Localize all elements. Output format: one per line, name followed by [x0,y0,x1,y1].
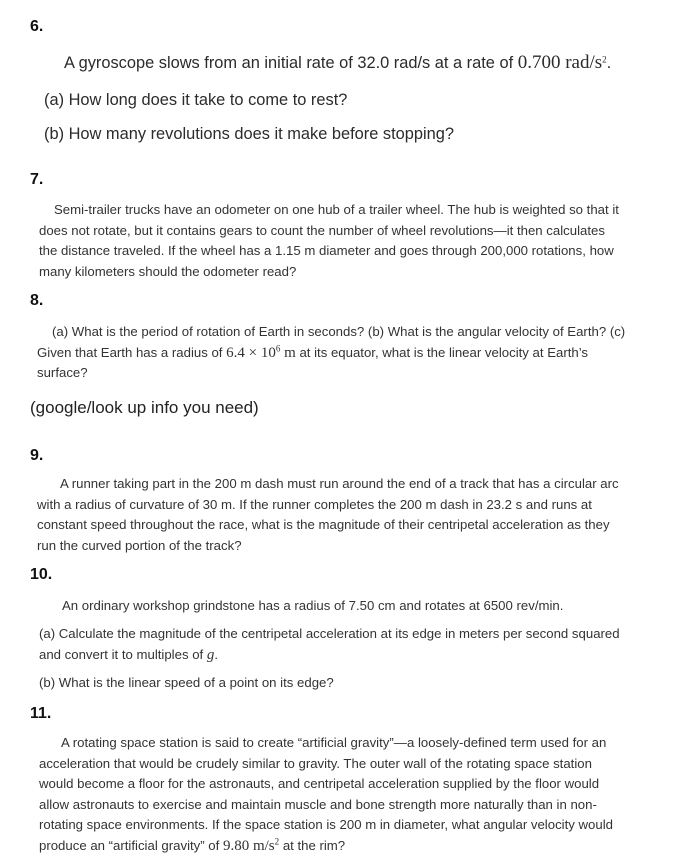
question-11-last-end: at the rim? [279,837,346,853]
gravity-symbol: g [206,646,215,663]
question-9-line: A runner taking part in the 200 m dash must run around the end of a track that has a circular arc [60,476,619,491]
question-6-part-b: (b) How many revolutions does it make before stopping? [44,125,454,143]
question-11-line: A rotating space station is said to create “artificial gravity”—a loosely-defined term used for an [61,735,607,750]
question-8-line2-text: Given that Earth has a radius of [37,344,227,360]
question-7-line: Semi-trailer trucks have an odometer on one hub of a trailer wheel. The hub is weighted so that it [54,202,619,217]
lookup-note: (google/look up info you need) [30,398,259,417]
question-10-part-a [39,624,669,665]
question-10-part-b: (b) What is the linear speed of a point on its edge? [39,675,334,690]
earth-radius-exponent: 6 [275,343,281,354]
question-11-line: would become a floor for the astronauts, and centripetal acceleration supplied by the floor would [39,776,600,791]
question-11-last-text: produce an “artificial gravity” of [39,837,223,853]
question-6-stem-text: A gyroscope slows from an initial rate of 32.0 rad/s at a rate of [64,54,518,72]
question-8-line: (a) What is the period of rotation of Earth in seconds? (b) What is the angular velocity of Earth? (c) [52,324,626,339]
question-7-line: many kilometers should the odometer read? [39,263,297,279]
question-8-line: surface? [37,365,88,380]
question-7-text [39,200,659,282]
question-10-part-a-line2-text: and convert it to multiples of [39,646,207,662]
question-7-line: does not rotate, but it contains gears to count the number of wheel revolutions—it then calculates [39,222,605,238]
question-9-number: 9. [30,447,44,464]
question-10-number: 10. [30,566,53,583]
question-10-part-a-line [39,645,669,666]
question-6-rate-math: 0.700 rad/s [517,52,603,73]
question-8-line [37,343,667,364]
question-6-stem [64,52,611,74]
question-11-line: acceleration that would be crudely similar to gravity. The outer wall of the rotating space station [39,755,592,771]
question-7-number: 7. [30,171,44,188]
question-9-line: run the curved portion of the track? [37,537,242,553]
question-6-number: 6. [30,18,44,35]
question-11-number: 11. [30,705,52,722]
question-8-number: 8. [30,292,44,309]
question-11-line: allow astronauts to exercise and maintain muscle and bone strength more naturally than in non- [39,796,597,812]
earth-radius-math: 6.4 × 10 [226,344,276,361]
question-9-line: constant speed throughout the race, what is the magnitude of their centripetal acceleration as they [37,517,610,532]
question-6-rate-exponent: 2 [602,54,607,65]
question-11-line: rotating space environments. If the space station is 200 m in diameter, what angular velocity would [39,817,613,832]
question-7-line: the distance traveled. If the wheel has a 1.15 m diameter and goes through 200,000 rotations, how [39,243,614,258]
question-10-part-a-end: . [214,646,219,662]
earth-radius-unit: m [280,344,296,361]
artificial-gravity-math: 9.80 m/s [222,837,275,854]
artificial-gravity-exponent: 2 [274,836,280,847]
question-9-text [37,474,667,556]
question-10-stem: An ordinary workshop grindstone has a radius of 7.50 cm and rotates at 6500 rev/min. [62,598,564,613]
question-6-stem-end: . [606,54,612,72]
question-11-text [39,733,669,856]
question-10-part-a-line: (a) Calculate the magnitude of the centripetal acceleration at its edge in meters per second squared [39,626,620,641]
question-9-line: with a radius of curvature of 30 m. If the runner completes the 200 m dash in 23.2 s and runs at [37,496,592,512]
question-6-part-a: (a) How long does it take to come to rest? [44,91,348,109]
question-8-line2-end: at its equator, what is the linear velocity at Earth’s [295,344,589,360]
question-8-text [37,322,667,384]
question-11-line [39,836,669,857]
